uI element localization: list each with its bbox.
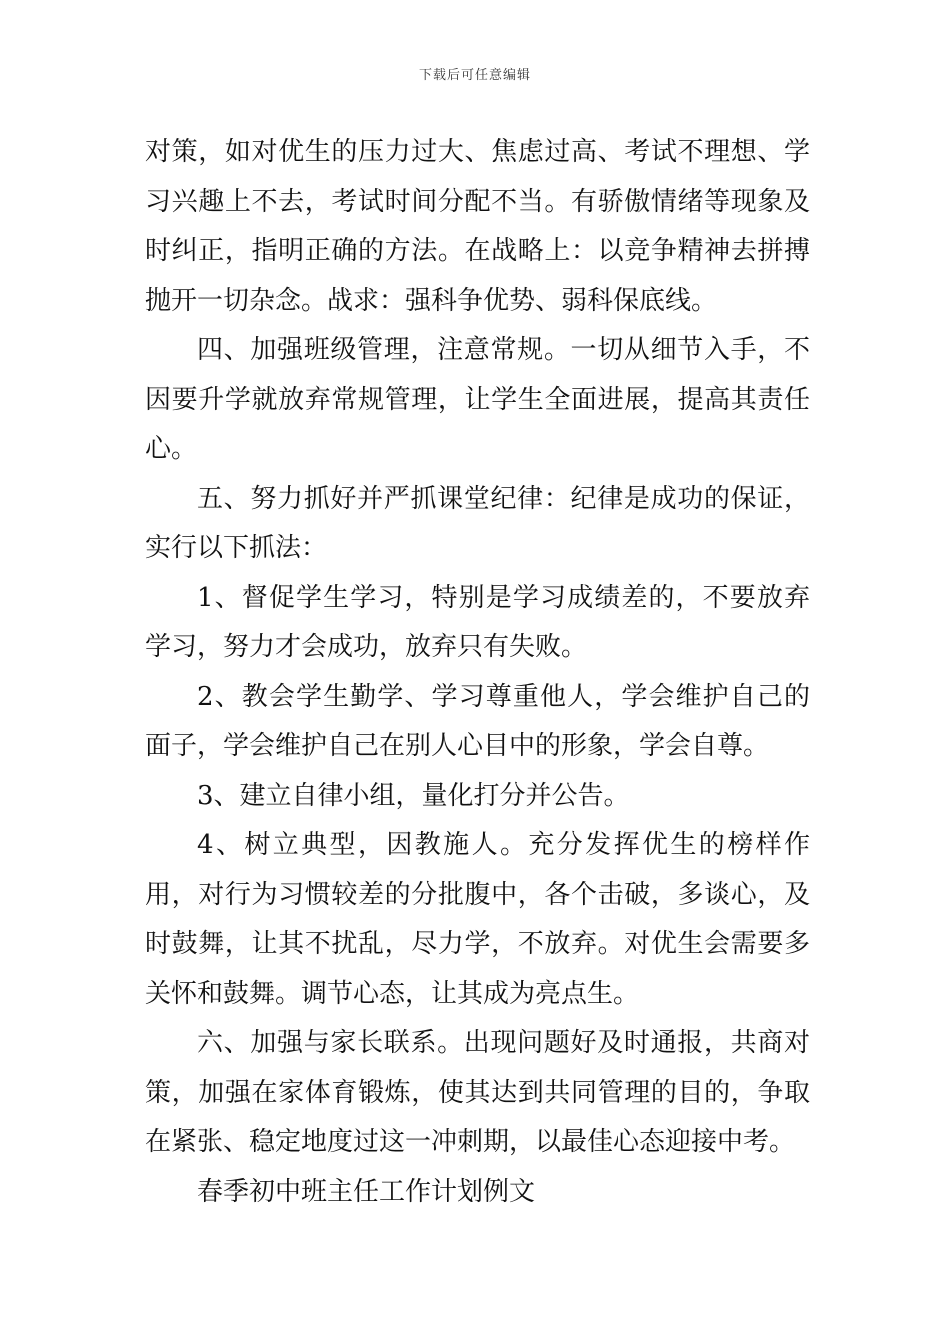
- paragraph-1: 对策，如对优生的压力过大、焦虑过高、考试不理想、学习兴趣上不去，考试时间分配不当。有骄傲情绪等现象及时纠正，指明正确的方法。在战略上：以竞争精神去拼搏抛开一切杂念。战求：强科争优势、弱科保底线。: [145, 137, 810, 316]
- paragraph-8: 六、加强与家长联系。出现问题好及时通报，共商对策，加强在家体育锻炼，使其达到共同管理的目的，争取在紧张、稳定地度过这一冲刺期，以最佳心态迎接中考。: [145, 1028, 810, 1157]
- paragraph-4: 1、督促学生学习，特别是学习成绩差的，不要放弃学习，努力才会成功，放弃只有失败。: [145, 582, 810, 662]
- paragraph-7: 4、树立典型，因教施人。充分发挥优生的榜样作用，对行为习惯较差的分批腹中，各个击破，多谈心，及时鼓舞，让其不扰乱，尽力学，不放弃。对优生会需要多关怀和鼓舞。调节心态，让其成为亮点生。: [145, 830, 810, 1009]
- paragraph-6: 3、建立自律小组，量化打分并公告。: [197, 780, 630, 811]
- section-heading: 春季初中班主任工作计划例文: [197, 1176, 536, 1207]
- paragraph-3: 五、努力抓好并严抓课堂纪律：纪律是成功的保证，实行以下抓法：: [145, 483, 810, 563]
- document-body: [145, 128, 810, 1217]
- page-header: 下载后可任意编辑: [418, 68, 531, 83]
- paragraph-5: 2、教会学生勤学、学习尊重他人，学会维护自己的面子，学会维护自己在别人心目中的形象，学会自尊。: [145, 681, 810, 761]
- paragraph-2: 四、加强班级管理，注意常规。一切从细节入手，不因要升学就放弃常规管理，让学生全面进展，提高其责任心。: [145, 335, 810, 464]
